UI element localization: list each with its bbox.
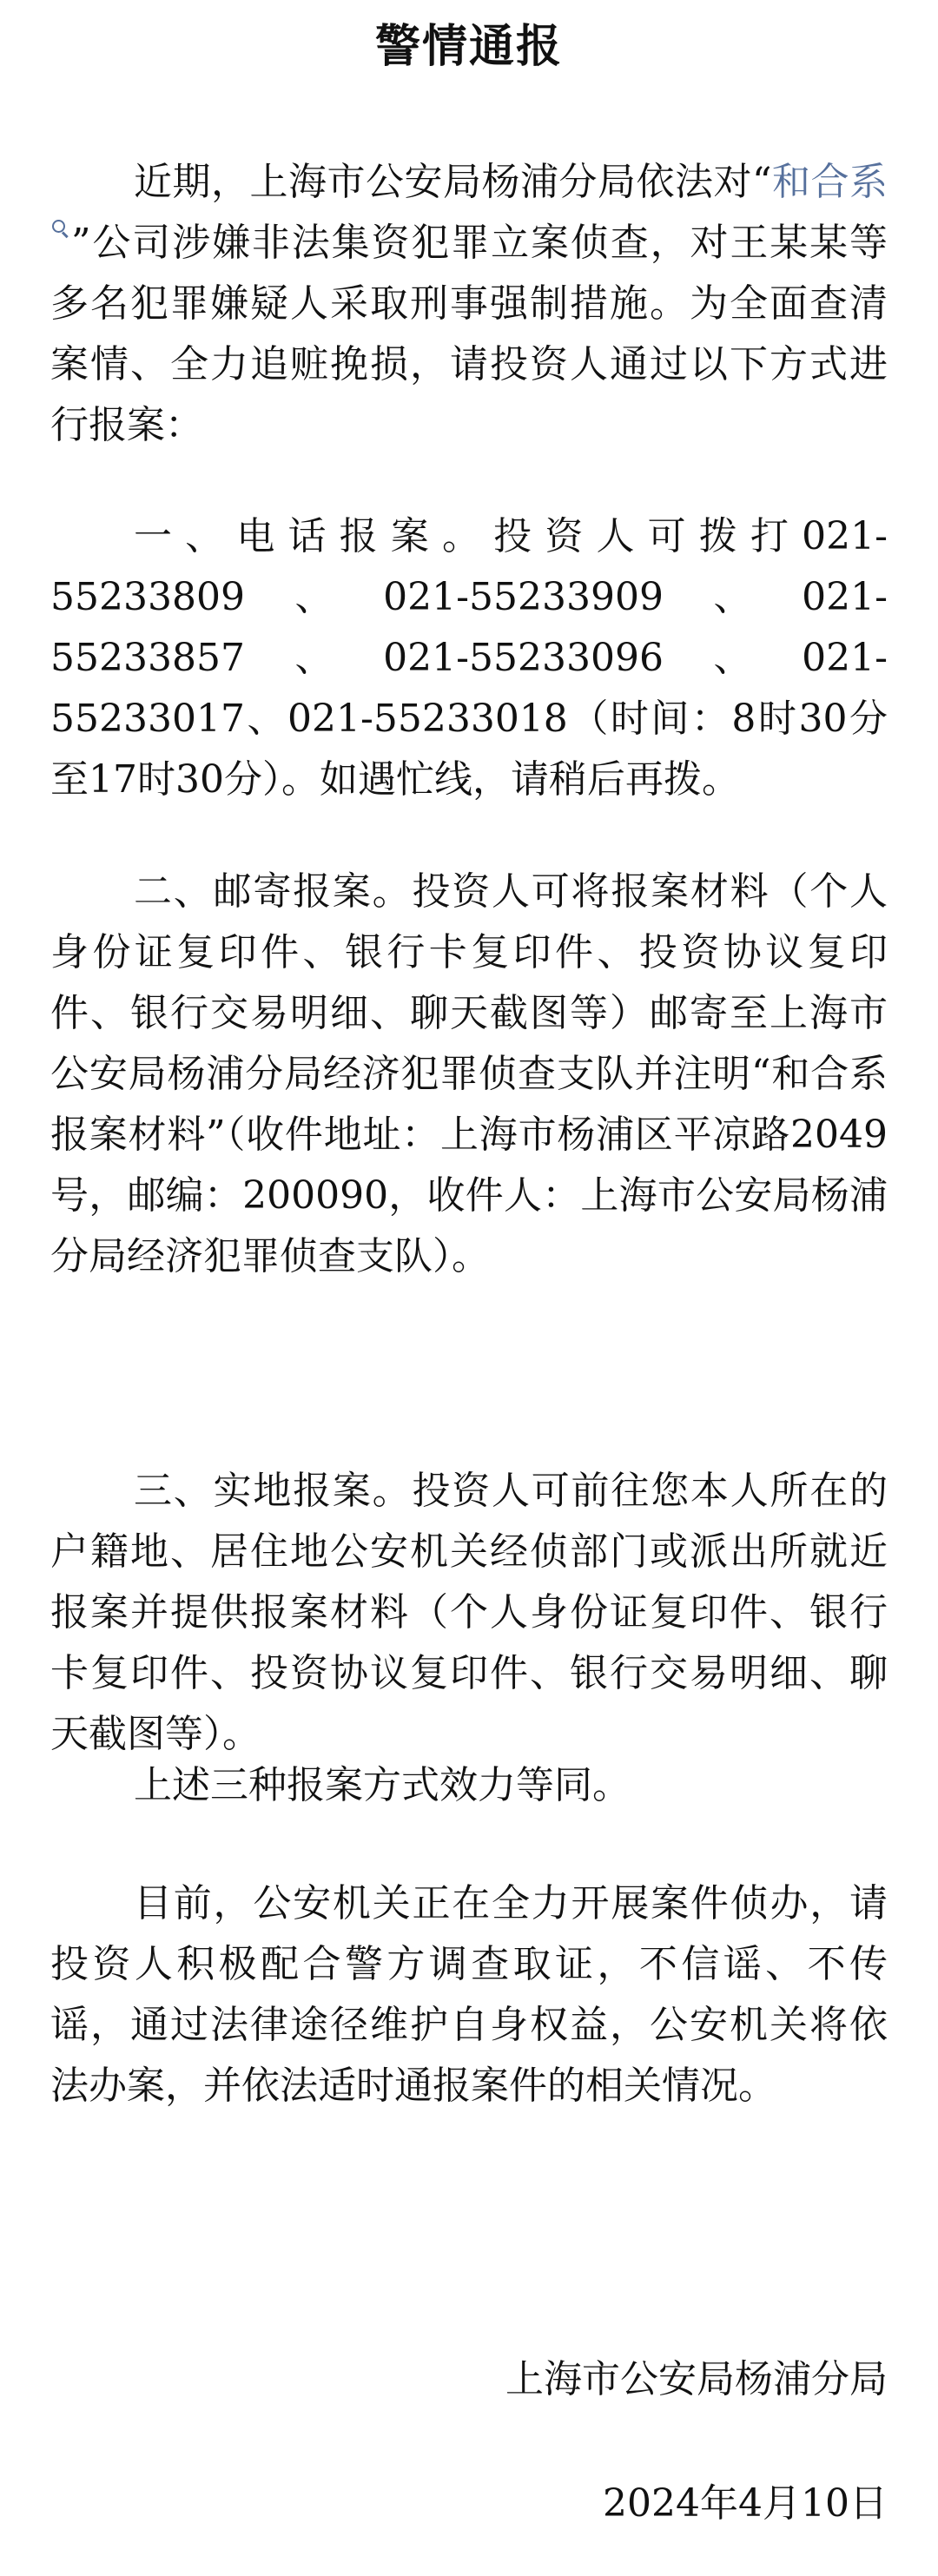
search-icon [50,218,71,239]
issuer-signature: 上海市公安局杨浦分局 [505,2357,888,2401]
phone-report-paragraph: 一、电话报案。投资人可拨打021-55233809、021-55233909、021-55233857、021-55233096、021-55233017、021-55233018（时间：8时30分至17时30分）。如遇忙线，请稍后再拨。 [50,514,888,802]
closing-paragraph: 目前，公安机关正在全力开展案件侦办，请投资人积极配合警方调查取证，不信谣、不传谣，通过法律途径维护自身权益，公安机关将依法办案，并依法适时通报案件的相关情况。 [50,1881,888,2108]
intro-text-after-link: ”公司涉嫌非法集资犯罪立案侦查，对王某某等多名犯罪嫌疑人采取刑事强制措施。为全面查清案情、全力追赃挽损，请投资人通过以下方式进行报案： [50,221,888,447]
mail-report-paragraph: 二、邮寄报案。投资人可将报案材料（个人身份证复印件、银行卡复印件、投资协议复印件、银行交易明细、聊天截图等）邮寄至上海市公安局杨浦分局经济犯罪侦查支队并注明“和合系报案材料”（收件地址：上海市杨浦区平凉路2049号，邮编：200090，收件人：上海市公安局杨浦分局经济犯罪侦查支队）。 [50,869,888,1278]
equal-validity-paragraph: 上述三种报案方式效力等同。 [134,1763,631,1807]
page-title: 警情通报 [374,21,563,73]
onsite-report-paragraph: 三、实地报案。投资人可前往您本人所在的户籍地、居住地公安机关经侦部门或派出所就近报案并提供报案材料（个人身份证复印件、银行卡复印件、投资协议复印件、银行交易明细、聊天截图等）。 [50,1469,888,1756]
issue-date: 2024年4月10日 [603,2481,888,2526]
intro-paragraph [50,152,888,456]
search-link-text: 和合系 [771,160,888,204]
intro-text-before-link: 近期，上海市公安局杨浦分局依法对“ [134,160,772,204]
